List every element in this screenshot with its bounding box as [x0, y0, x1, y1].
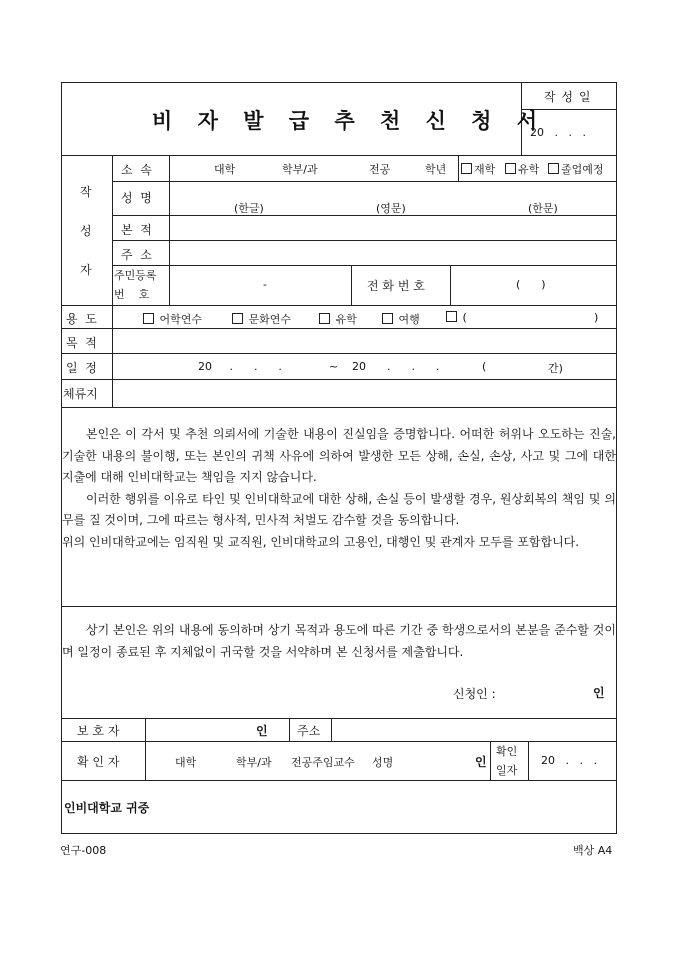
rule-pledge-bottom	[61, 606, 617, 607]
date-label: 작 성 일	[544, 90, 592, 104]
divider-guardian-label	[145, 718, 146, 780]
destination-label: 목 적	[66, 336, 97, 350]
address-label: 주 소	[121, 248, 152, 262]
rule-purpose-bottom	[61, 328, 617, 329]
divider-label-col	[112, 155, 113, 407]
applicant-group-label-1: 작	[80, 185, 92, 199]
rule-schedule-bottom	[61, 379, 617, 380]
origin-label: 본 적	[121, 223, 152, 237]
status-option-enrolled[interactable]: 재학	[461, 161, 495, 177]
pledge-paragraph-1: 본인은 이 각서 및 추천 의뢰서에 기술한 내용이 진실임을 증명합니다. 어떠한 허위나 오도하는 진술, 기술한 내용의 불이행, 또는 본인의 귀책 사유에 의하여 발생한 모든 상해, 손실, 손상, 사고 및 그에 대한 지출에 대해 인비대학교는 책임을 지지 않습니다.	[62, 427, 616, 484]
border-top	[61, 82, 617, 83]
paper-spec: 백상 A4	[573, 844, 613, 857]
pledge-text	[62, 424, 616, 553]
rule-applicant-bottom	[61, 305, 617, 306]
confirmer-field-dept: 학부/과	[236, 756, 272, 769]
rrn-label-line2: 번 호	[114, 288, 150, 301]
confirmer-field-name: 성명	[372, 756, 394, 769]
confirmer-label: 확 인 자	[77, 755, 120, 769]
schedule-days-close[interactable]: 간)	[548, 362, 563, 375]
page-title: 비 자 발 급 추 천 신 청 서	[152, 108, 547, 133]
guardian-address-label: 주소	[297, 724, 321, 738]
applicant-signature-label: 신청인 :	[453, 687, 496, 701]
affiliation-field-year: 학년	[425, 163, 447, 176]
divider-guardian-address-value	[331, 718, 332, 741]
purpose-option-travel[interactable]: 여행	[382, 311, 420, 327]
declaration-text: 상기 본인은 위의 내용에 동의하며 상기 목적과 용도에 따른 기간 중 학생으로서의 본분을 준수할 것이며 일정이 종료된 후 지체없이 귀국할 것을 서약하며 본 신청서를 제출합니다.	[62, 623, 616, 659]
schedule-end[interactable]: 20 . . .	[352, 360, 440, 373]
checkbox-icon	[505, 163, 516, 174]
rule-address-bottom	[112, 265, 617, 266]
divider-sublabel-col	[169, 155, 170, 305]
rule-affiliation-bottom	[112, 181, 617, 182]
form-code: 연구-008	[60, 844, 107, 857]
name-label: 성 명	[121, 191, 152, 205]
checkbox-icon	[461, 163, 472, 174]
pledge-paragraph-3: 위의 인비대학교에는 임직원 및 교직원, 인비대학교의 고용인, 대행인 및 관계자 모두를 포함합니다.	[62, 534, 580, 549]
date-value[interactable]: 20 . . .	[530, 126, 586, 139]
purpose-option-culture[interactable]: 문화연수	[232, 311, 291, 327]
name-field-english[interactable]: (영문)	[376, 202, 406, 215]
purpose-label: 용 도	[66, 312, 97, 326]
schedule-start[interactable]: 20 . . .	[198, 360, 282, 373]
name-field-hanja[interactable]: (한문)	[528, 202, 558, 215]
purpose-other-close: )	[594, 311, 599, 324]
recipient-line: 인비대학교 귀중	[64, 801, 150, 815]
divider-phone-label-right	[450, 265, 451, 305]
purpose-option-other[interactable]: (	[446, 311, 467, 324]
schedule-days-open: (	[482, 360, 487, 373]
phone-label: 전 화 번 호	[367, 279, 425, 293]
border-right	[616, 82, 617, 833]
divider-phone-label-left	[351, 265, 352, 305]
divider-confirm-date-label	[490, 741, 491, 780]
purpose-option-study[interactable]: 유학	[319, 311, 357, 327]
rrn-label-line1: 주민등록	[114, 269, 157, 282]
guardian-seal[interactable]: 인	[256, 724, 268, 738]
rule-stay-bottom	[61, 407, 617, 408]
checkbox-icon	[548, 163, 559, 174]
purpose-option-language[interactable]: 어학연수	[143, 311, 202, 327]
checkbox-icon	[382, 313, 393, 324]
affiliation-field-major: 전공	[369, 163, 391, 176]
checkbox-icon	[319, 313, 330, 324]
checkbox-icon	[143, 313, 154, 324]
affiliation-label: 소 속	[121, 163, 152, 177]
rule-destination-bottom	[61, 353, 617, 354]
rule-header-bottom	[61, 155, 617, 156]
affiliation-field-college: 대학	[214, 163, 236, 176]
confirmer-field-professor: 전공주임교수	[291, 756, 355, 769]
border-bottom	[61, 833, 617, 834]
rrn-dash[interactable]: -	[263, 278, 267, 291]
schedule-label: 일 정	[66, 361, 97, 375]
phone-value[interactable]: ( )	[516, 278, 546, 291]
schedule-separator: ~	[329, 360, 339, 373]
confirmer-field-college: 대학	[175, 756, 197, 769]
checkbox-icon	[232, 313, 243, 324]
status-option-graduating[interactable]: 졸업예정	[548, 161, 604, 177]
divider-status	[458, 155, 459, 181]
divider-guardian-address	[289, 718, 290, 741]
guardian-label: 보 호 자	[77, 724, 120, 738]
affiliation-field-dept: 학부/과	[282, 163, 318, 176]
rule-origin-bottom	[112, 240, 617, 241]
confirm-date-label-2: 일자	[496, 764, 518, 777]
divider-confirm-date-value	[528, 741, 529, 780]
confirmer-seal[interactable]: 인	[475, 755, 487, 769]
applicant-group-label-2: 성	[80, 224, 92, 238]
confirm-date-value[interactable]: 20 . . .	[541, 754, 597, 767]
applicant-group-label-3: 자	[80, 263, 92, 277]
applicant-seal[interactable]: 인	[593, 686, 605, 700]
name-field-korean[interactable]: (한글)	[234, 202, 264, 215]
pledge-paragraph-2: 이러한 행위를 이유로 타인 및 인비대학교에 대한 상해, 손실 등이 발생할 경우, 원상회복의 책임 및 의무를 질 것이며, 그에 따르는 형사적, 민사적 처벌도 감수할 것을 동의합니다.	[62, 491, 616, 527]
confirm-date-label-1: 확인	[496, 745, 518, 758]
checkbox-icon	[446, 311, 457, 322]
rule-confirmer-bottom	[61, 780, 617, 781]
stay-label: 체류지	[63, 387, 98, 401]
status-option-exchange[interactable]: 유학	[505, 161, 539, 177]
